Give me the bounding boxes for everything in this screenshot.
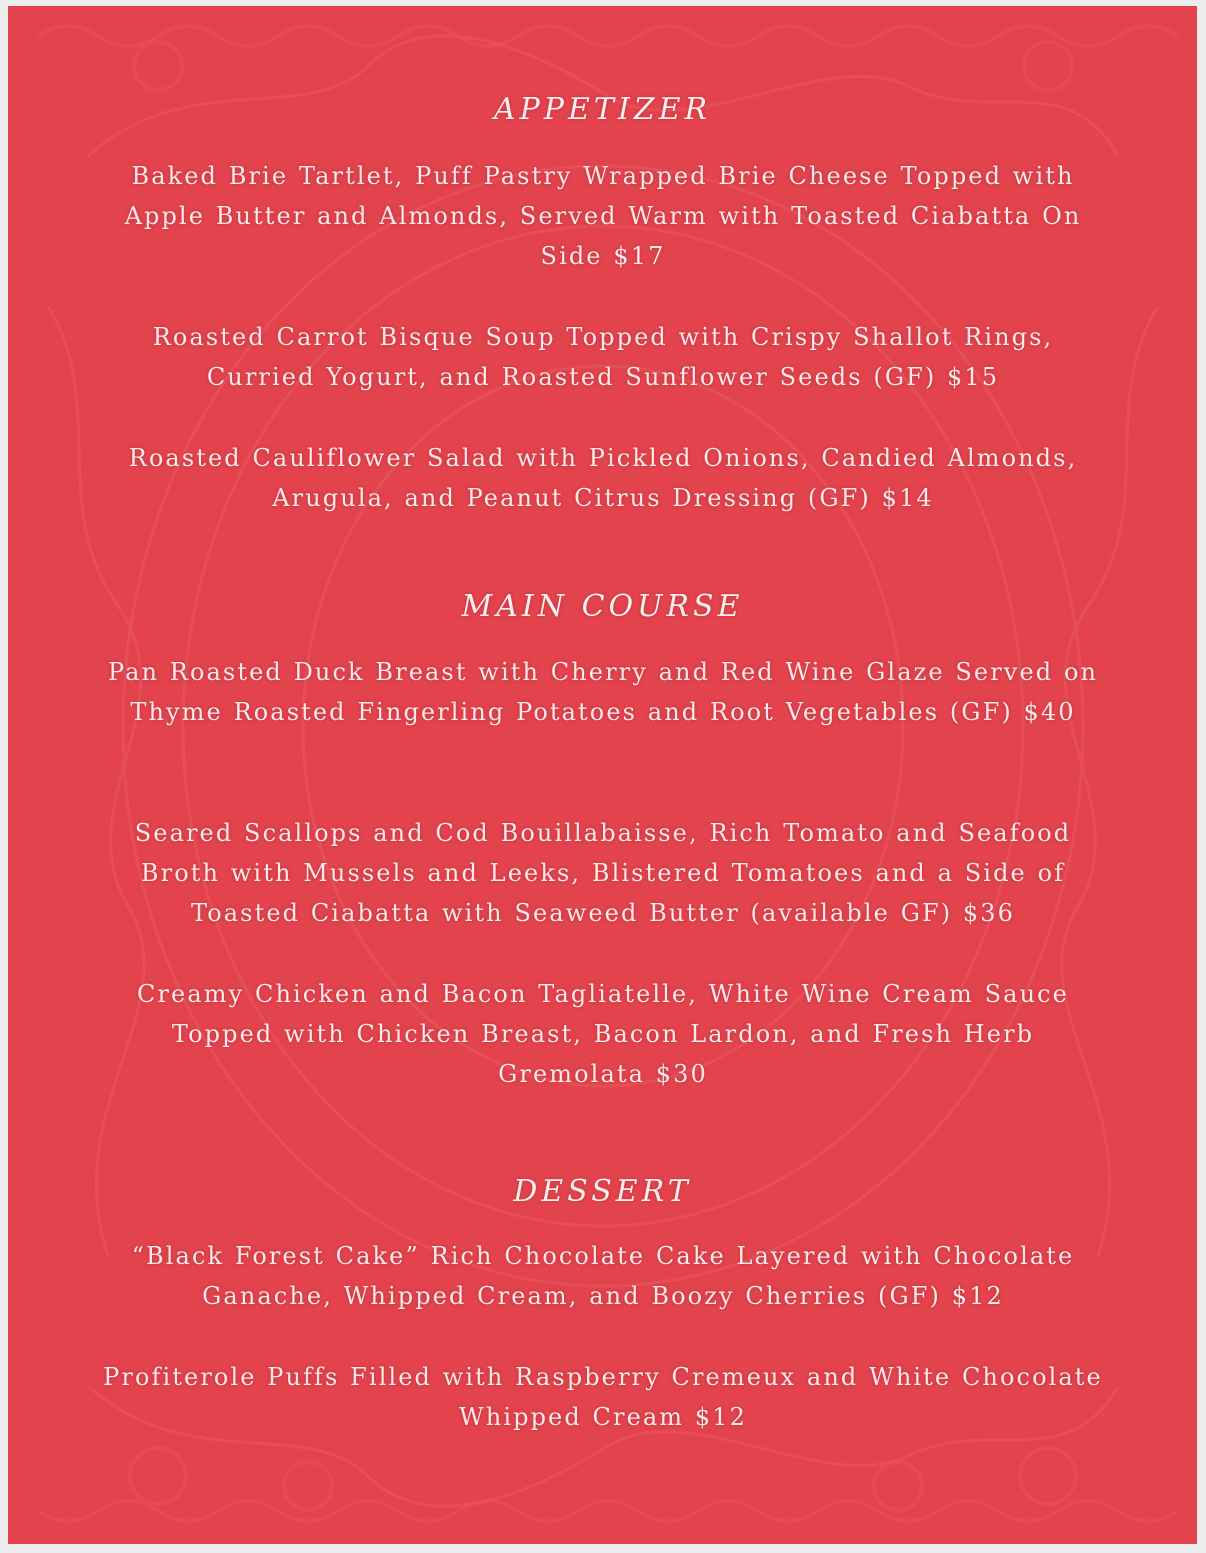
menu-item-black-forest-cake: “Black Forest Cake” Rich Chocolate Cake Layered with Chocolate Ganache, Whipped Cream, and Boozy Cherries (GF) $12: [131, 1242, 1075, 1310]
menu-item-carrot-bisque: Roasted Carrot Bisque Soup Topped with Crispy Shallot Rings, Curried Yogurt, and Roasted Sunflower Seeds (GF) $15: [152, 323, 1054, 391]
section-heading-dessert: DESSERT: [513, 1174, 692, 1209]
section-heading-appetizer: APPETIZER: [493, 92, 712, 127]
menu-item-chicken-tagliatelle: Creamy Chicken and Bacon Tagliatelle, White Wine Cream Sauce Topped with Chicken Breast, Bacon Lardon, and Fresh Herb Gremolata $30: [137, 980, 1069, 1088]
menu-item-profiterole-puffs: Profiterole Puffs Filled with Raspberry Cremeux and White Chocolate Whipped Cream $12: [103, 1363, 1103, 1431]
menu-item-scallops-bouillabaisse: Seared Scallops and Cod Bouillabaisse, Rich Tomato and Seafood Broth with Mussels and Leeks, Blistered Tomatoes and a Side of Toasted Ciabatta with Seaweed Butter (available GF) $36: [134, 819, 1072, 927]
section-heading-main-course: MAIN COURSE: [461, 589, 744, 624]
menu-page: [8, 6, 1197, 1544]
menu-item-cauliflower-salad: Roasted Cauliflower Salad with Pickled Onions, Candied Almonds, Arugula, and Peanut Citrus Dressing (GF) $14: [128, 444, 1078, 512]
menu-item-baked-brie: Baked Brie Tartlet, Puff Pastry Wrapped Brie Cheese Topped with Apple Butter and Almonds, Served Warm with Toasted Ciabatta On Side $17: [124, 162, 1082, 270]
menu-item-duck-breast: Pan Roasted Duck Breast with Cherry and Red Wine Glaze Served on Thyme Roasted Fingerling Potatoes and Root Vegetables (GF) $40: [107, 658, 1099, 726]
